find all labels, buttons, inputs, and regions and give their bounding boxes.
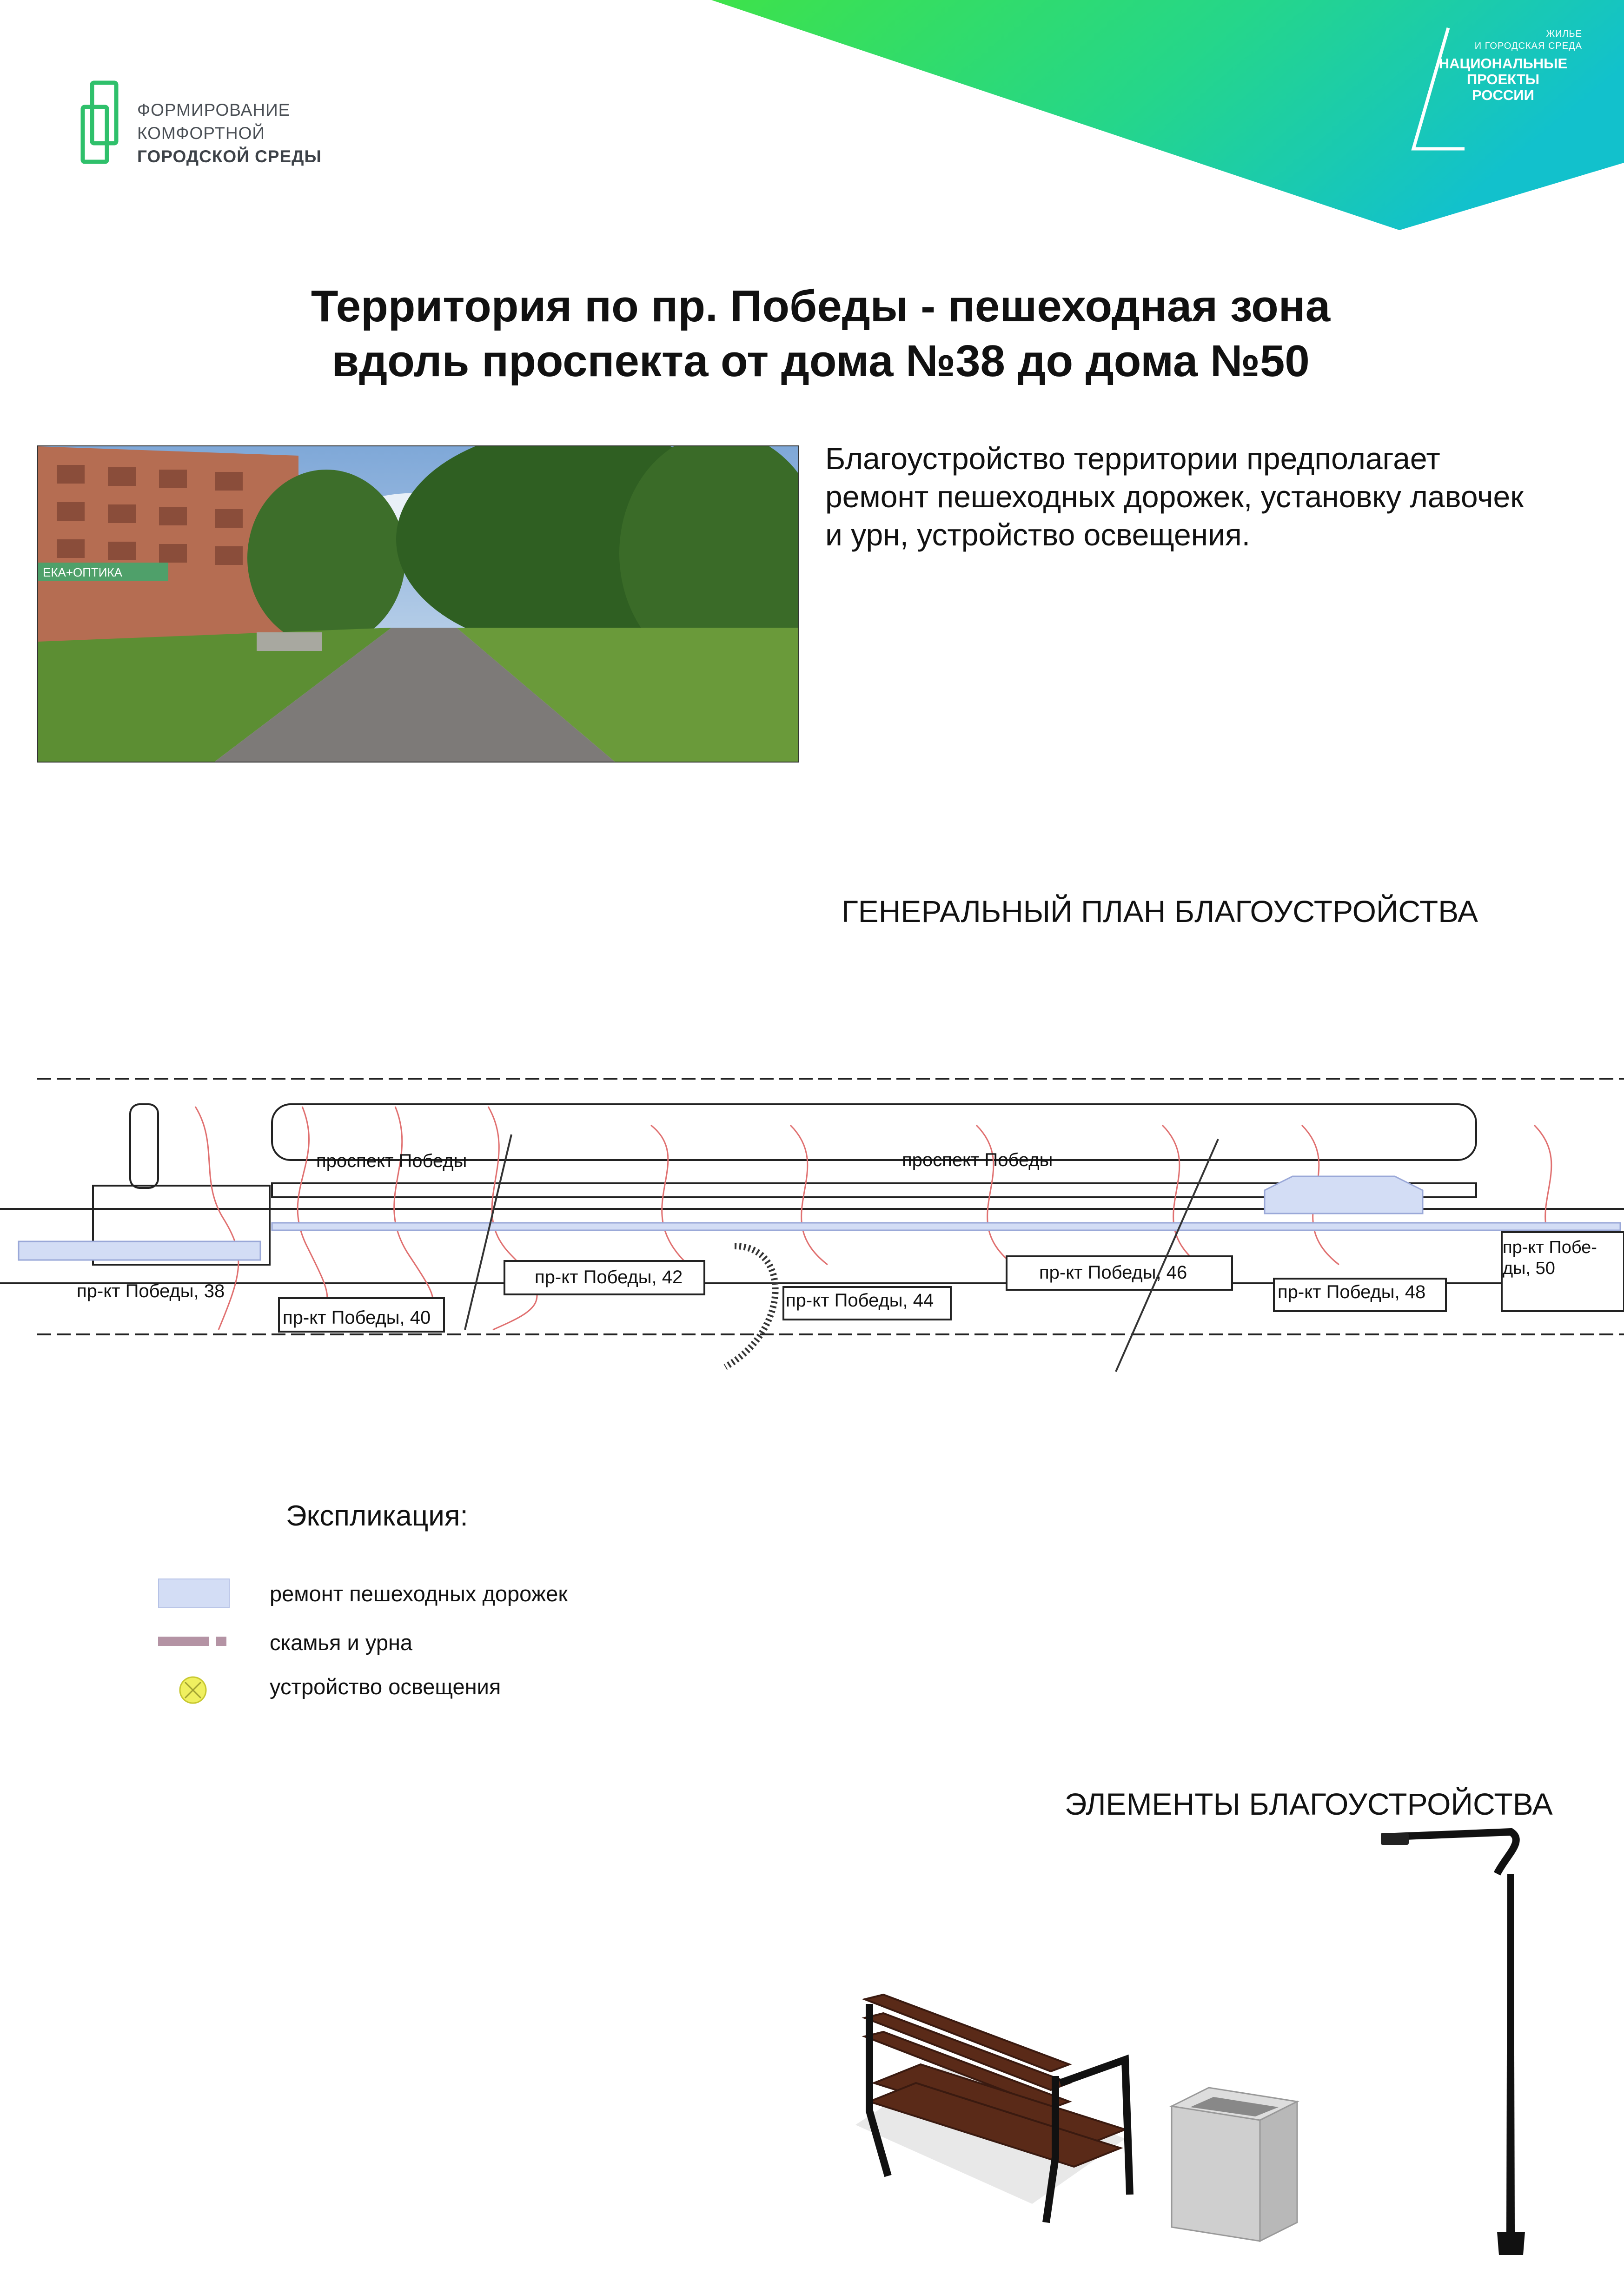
legend-swatch-urn xyxy=(216,1637,226,1646)
urn-icon xyxy=(1172,2088,1297,2241)
legend-swatch-paths xyxy=(158,1579,230,1608)
elements-heading: ЭЛЕМЕНТЫ БЛАГОУСТРОЙСТВА xyxy=(1065,1787,1553,1821)
logo-line-3: ГОРОДСКОЙ СРЕДЫ xyxy=(137,147,322,166)
building-label-48: пр-кт Победы, 48 xyxy=(1278,1282,1426,1302)
bench-icon xyxy=(855,1995,1130,2222)
building-label-42: пр-кт Победы, 42 xyxy=(535,1267,683,1287)
light-marker-icon xyxy=(177,1674,209,1706)
legend-label-lighting: устройство освещения xyxy=(270,1674,501,1699)
svg-text:ЕКА+ОПТИКА: ЕКА+ОПТИКА xyxy=(43,565,122,579)
building-label-46: пр-кт Победы, 46 xyxy=(1039,1262,1187,1283)
street-label-1: проспект Победы xyxy=(316,1151,467,1171)
lamp-post-icon xyxy=(1381,1832,1525,2255)
np-big-1: НАЦИОНАЛЬНЫЕ xyxy=(1438,55,1568,72)
building-label-50-b: ды, 50 xyxy=(1503,1259,1555,1278)
logo-line-2: КОМФОРТНОЙ xyxy=(137,124,265,143)
description-line-1: Благоустройство территории предполагает xyxy=(825,441,1440,476)
np-big-2: ПРОЕКТЫ xyxy=(1466,71,1540,87)
building-label-50-a: пр-кт Побе- xyxy=(1503,1238,1597,1257)
np-big xyxy=(1429,56,1582,103)
explication-heading: Экспликация: xyxy=(286,1500,468,1532)
logo-line-1: ФОРМИРОВАНИЕ xyxy=(137,100,291,119)
general-plan-heading: ГЕНЕРАЛЬНЫЙ ПЛАН БЛАГОУСТРОЙСТВА xyxy=(842,894,1478,929)
general-plan-map xyxy=(0,1069,1624,1404)
legend-label-paths: ремонт пешеходных дорожек xyxy=(270,1581,568,1606)
building-label-40: пр-кт Победы, 40 xyxy=(283,1307,431,1328)
building-label-44: пр-кт Победы, 44 xyxy=(786,1290,934,1311)
street-label-2: проспект Победы xyxy=(902,1150,1053,1170)
np-small-1: ЖИЛЬЕ xyxy=(1546,29,1582,39)
np-small-2: И ГОРОДСКАЯ СРЕДА xyxy=(1474,41,1582,51)
legend-swatch-bench xyxy=(158,1637,209,1646)
description-line-3: и урн, устройство освещения. xyxy=(825,517,1251,552)
national-project-label xyxy=(1429,28,1582,103)
title-line-1: Территория по пр. Победы - пешеходная зона xyxy=(311,281,1331,331)
description-line-2: ремонт пешеходных дорожек, установку лавочек xyxy=(825,479,1524,514)
title-line-2: вдоль проспекта от дома №38 до дома №50 xyxy=(331,336,1310,386)
description xyxy=(825,439,1606,554)
building-label-38: пр-кт Победы, 38 xyxy=(77,1281,225,1301)
street-photo xyxy=(37,445,799,763)
legend-label-bench: скамья и урна xyxy=(270,1630,413,1655)
logo-text xyxy=(137,99,322,168)
logo-mark-icon xyxy=(83,83,116,162)
furniture-illustration xyxy=(828,1823,1571,2269)
np-big-3: РОССИИ xyxy=(1472,87,1534,103)
page-title xyxy=(93,279,1548,389)
